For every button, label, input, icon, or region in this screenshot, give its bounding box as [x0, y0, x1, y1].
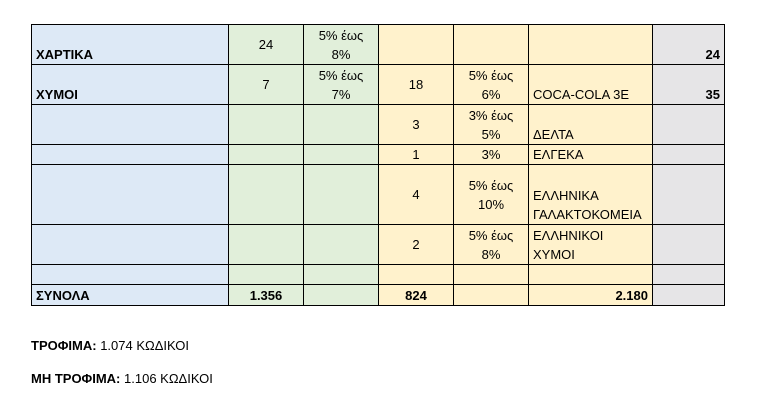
summary-table — [31, 24, 725, 306]
range-cell — [454, 25, 529, 65]
total-cell: 35 — [653, 65, 725, 105]
range-cell: 5% έως 7% — [304, 65, 379, 105]
count-cell — [229, 225, 304, 265]
total-cell — [653, 225, 725, 265]
range-cell: 3% — [454, 145, 529, 165]
category-cell — [32, 165, 229, 225]
table-row — [32, 65, 725, 105]
food-value: 1.074 ΚΩΔΙΚΟΙ — [100, 338, 190, 353]
range-cell — [304, 225, 379, 265]
table-row — [32, 25, 725, 65]
total-cell — [653, 105, 725, 145]
food-summary — [31, 338, 189, 353]
range-cell: 5% έως 6% — [454, 65, 529, 105]
count-cell — [379, 265, 454, 285]
supplier-cell — [529, 25, 653, 65]
count-cell — [229, 165, 304, 225]
range-cell: 5% έως 8% — [304, 25, 379, 65]
range-cell — [304, 145, 379, 165]
supplier-cell: ΔΕΛΤΑ — [529, 105, 653, 145]
totals-row — [32, 285, 725, 306]
nonfood-value: 1.106 ΚΩΔΙΚΟΙ — [124, 371, 213, 386]
category-cell — [32, 145, 229, 165]
category-cell — [32, 105, 229, 145]
supplier-cell: ΕΛΓΕΚΑ — [529, 145, 653, 165]
range-cell — [454, 265, 529, 285]
count-cell — [229, 265, 304, 285]
category-cell — [32, 265, 229, 285]
table-row — [32, 145, 725, 165]
totals-grand: 2.180 — [529, 285, 653, 306]
count-cell — [229, 105, 304, 145]
supplier-cell: COCA-COLA 3E — [529, 65, 653, 105]
range-cell — [304, 265, 379, 285]
category-cell — [32, 225, 229, 265]
range-cell — [304, 105, 379, 145]
table-row — [32, 265, 725, 285]
food-label: ΤΡΟΦΙΜΑ: — [31, 338, 97, 353]
category-cell: ΧΥΜΟΙ — [32, 65, 229, 105]
total-cell — [653, 145, 725, 165]
count-cell: 2 — [379, 225, 454, 265]
supplier-cell: ΕΛΛΗΝΙΚΑ ΓΑΛΑΚΤΟΚΟΜΕΙΑ — [529, 165, 653, 225]
count-cell: 7 — [229, 65, 304, 105]
count-cell: 1 — [379, 145, 454, 165]
count-cell: 18 — [379, 65, 454, 105]
category-cell: ΧΑΡΤΙΚΑ — [32, 25, 229, 65]
count-cell: 4 — [379, 165, 454, 225]
empty-cell — [304, 285, 379, 306]
empty-cell — [653, 285, 725, 306]
totals-label: ΣΥΝΟΛΑ — [32, 285, 229, 306]
range-cell: 5% έως 8% — [454, 225, 529, 265]
count-cell — [229, 145, 304, 165]
empty-cell — [454, 285, 529, 306]
count-cell: 24 — [229, 25, 304, 65]
total-cell — [653, 165, 725, 225]
total-cell — [653, 265, 725, 285]
nonfood-summary — [31, 371, 213, 386]
total-cell: 24 — [653, 25, 725, 65]
table-row — [32, 225, 725, 265]
totals-group1: 1.356 — [229, 285, 304, 306]
supplier-cell: ΕΛΛΗΝΙΚΟΙ ΧΥΜΟΙ — [529, 225, 653, 265]
table-row — [32, 105, 725, 145]
nonfood-label: ΜΗ ΤΡΟΦΙΜΑ: — [31, 371, 121, 386]
range-cell — [304, 165, 379, 225]
count-cell: 3 — [379, 105, 454, 145]
range-cell: 3% έως 5% — [454, 105, 529, 145]
count-cell — [379, 25, 454, 65]
supplier-cell — [529, 265, 653, 285]
table-row — [32, 165, 725, 225]
totals-group2: 824 — [379, 285, 454, 306]
range-cell: 5% έως 10% — [454, 165, 529, 225]
